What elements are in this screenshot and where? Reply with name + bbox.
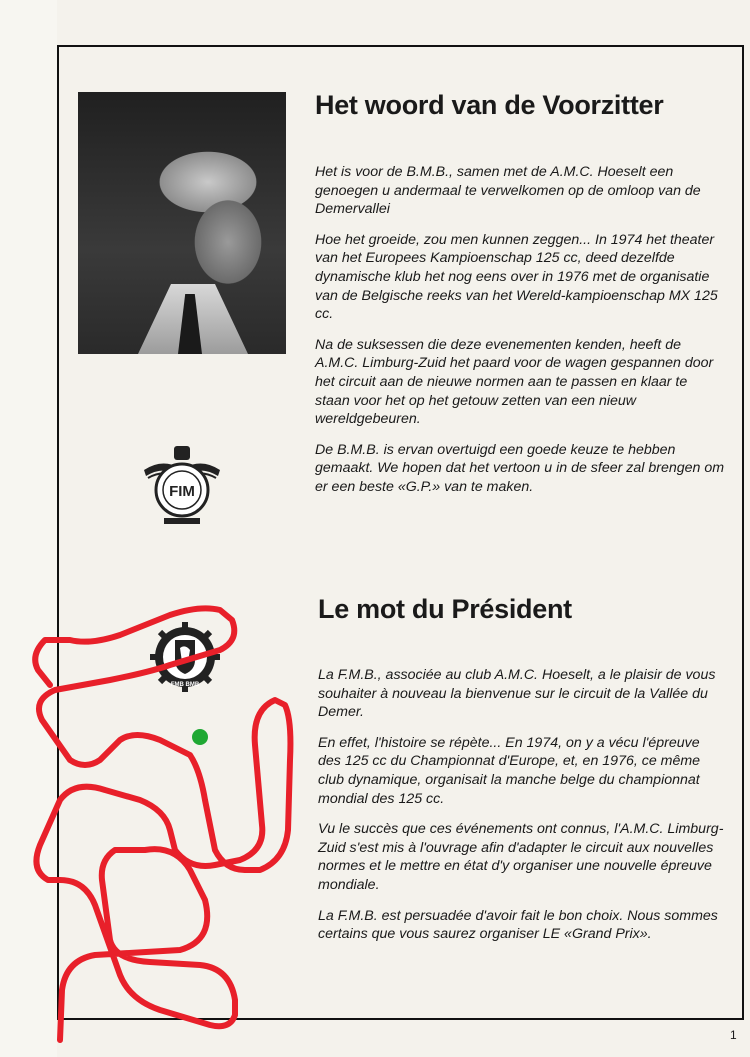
french-paragraph: En effet, l'histoire se répète... En 1974, on y a vécu l'épreuve des 125 cc du Championnat d'Europe, et, en 1976, ce même club dynamique, organisait la manche belge du championnat mondial des 125 cc. xyxy=(318,734,701,807)
french-paragraph: La F.M.B. est persuadée d'avoir fait le bon choix. Nous sommes certains que vous saurez organiser LE «Grand Prix». xyxy=(318,907,718,943)
dutch-paragraph: Hoe het groeide, zou men kunnen zeggen... In 1974 het theater van het Europees Kampioenschap 125 cc, deed dezelfde dynamische klub het nog eens over in 1976 met de organisatie van de Belgische reeks van het Wereld-kampioenschap MX 125 cc. xyxy=(315,231,718,323)
page-number: 1 xyxy=(730,1028,737,1042)
fim-logo-icon xyxy=(142,440,222,528)
french-paragraph: La F.M.B., associée au club A.M.C. Hoeselt, a le plaisir de vous souhaiter à nouveau la bienvenue sur le circuit de la Vallée du Demer. xyxy=(318,667,716,721)
svg-text:FMB BMB: FMB BMB xyxy=(170,682,200,688)
fmb-gear-logo-icon xyxy=(150,622,220,692)
french-heading: Le mot du Président xyxy=(318,594,572,624)
french-text xyxy=(318,666,726,956)
french-paragraph: Vu le succès que ces événements ont connus, l'A.M.C. Limburg-Zuid s'est mis à l'ouvrage afin d'adapter le circuit aux nouvelles normes et le mettre en état d'y organiser une nouvelle épreuve mondiale. xyxy=(318,821,724,893)
dutch-paragraph: De B.M.B. is ervan overtuigd een goede keuze te hebben gemaakt. We hopen dat het vertoon u in de sfeer zal brengen om er een beste «G.P.» van te maken. xyxy=(315,441,725,495)
dutch-paragraph: Het is voor de B.M.B., samen met de A.M.C. Hoeselt een genoegen u andermaal te verwelkomen op de omloop van de Demervallei xyxy=(315,164,701,218)
page-margin xyxy=(0,0,57,1057)
dutch-heading: Het woord van de Voorzitter xyxy=(315,90,664,120)
president-portrait-photo xyxy=(78,92,286,354)
svg-text:FIM: FIM xyxy=(169,483,195,500)
dutch-text xyxy=(315,163,725,509)
dutch-paragraph: Na de suksessen die deze evenementen kenden, heeft de A.M.C. Limburg-Zuid het paard voor de wagen gespannen door het circuit aan de nieuwe normen aan te passen en klaar te staan voor het op het getouw zetten van een nieuw wereldgebeuren. xyxy=(315,336,714,428)
